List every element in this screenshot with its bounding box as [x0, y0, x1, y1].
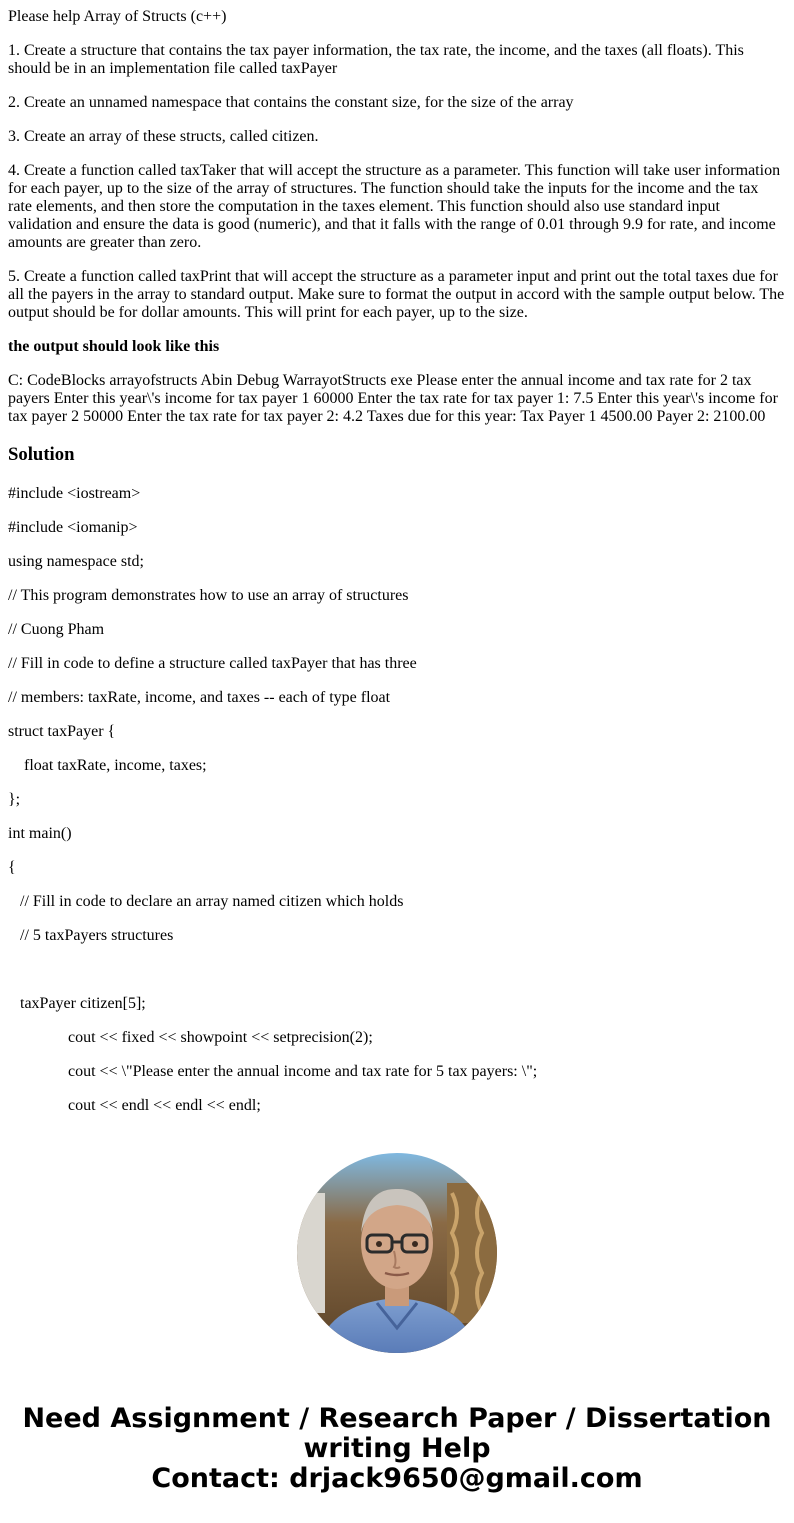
code-line: cout << \"Please enter the annual income and tax rate for 5 tax payers: \";	[8, 1063, 538, 1080]
code-line: {	[8, 859, 16, 876]
code-line: // members: taxRate, income, and taxes -- each of type float	[8, 689, 391, 706]
solution-heading: Solution	[8, 444, 75, 465]
code-line: struct taxPayer {	[8, 723, 116, 740]
question-item-1: 1. Create a structure that contains the tax payer information, the tax rate, the income, and the taxes (all floats). This should be in an implementation file called taxPayer	[8, 42, 744, 77]
footer-contact: Contact: drjack9650@gmail.com	[151, 1463, 643, 1494]
code-line: // Cuong Pham	[8, 621, 105, 638]
question-item-5: 5. Create a function called taxPrint that will accept the structure as a parameter input and print out the total taxes due for all the payers in the array to standard output. Make sure to format the output in accord with the sample output below. The output should be for dollar amounts. This will print for each payer, up to the size.	[8, 268, 785, 321]
question-item-4: 4. Create a function called taxTaker that will accept the structure as a parameter. This function will take user information for each payer, up to the size of the array of structures. The function should take the inputs for the income and the tax rate elements, and then store the computation in the taxes element. This function should also use standard input validation and ensure the data is good (numeric), and that it falls with the range of 0.01 through 9.9 for rate, and income amounts are greater than zero.	[8, 162, 781, 251]
output-heading: the output should look like this	[8, 338, 220, 355]
code-line: int main()	[8, 825, 72, 842]
code-line: taxPayer citizen[5];	[8, 995, 146, 1012]
code-line: using namespace std;	[8, 553, 144, 570]
code-line: };	[8, 791, 21, 808]
question-title: Please help Array of Structs (c++)	[8, 8, 227, 25]
sample-output: C: CodeBlocks arrayofstructs Abin Debug WarrayotStructs exe Please enter the annual income and tax rate for 2 tax payers Enter this year\'s income for tax payer 1 60000 Enter the tax rate for tax payer 1: 7.5 Enter this year\'s income for tax payer 2 50000 Enter the tax rate for tax payer 2: 4.2 Taxes due for this year: Tax Payer 1 4500.00 Payer 2: 2100.00	[8, 372, 778, 425]
code-line: // Fill in code to declare an array named citizen which holds	[8, 893, 404, 910]
question-item-3: 3. Create an array of these structs, called citizen.	[8, 128, 319, 145]
footer-line-1: Need Assignment / Research Paper / Dissertation	[22, 1403, 772, 1434]
code-line: // Fill in code to define a structure called taxPayer that has three	[8, 655, 417, 672]
promo-footer	[0, 1404, 794, 1494]
code-line: // 5 taxPayers structures	[8, 927, 174, 944]
code-line: #include <iostream>	[8, 485, 141, 502]
code-line: #include <iomanip>	[8, 519, 138, 536]
tutor-avatar-photo	[297, 1153, 497, 1353]
footer-line-2: writing Help	[303, 1433, 491, 1464]
code-line: cout << endl << endl << endl;	[8, 1097, 261, 1114]
code-line: float taxRate, income, taxes;	[8, 757, 207, 774]
code-line: // This program demonstrates how to use an array of structures	[8, 587, 409, 604]
code-line: cout << fixed << showpoint << setprecision(2);	[8, 1029, 373, 1046]
question-item-2: 2. Create an unnamed namespace that contains the constant size, for the size of the array	[8, 94, 574, 111]
